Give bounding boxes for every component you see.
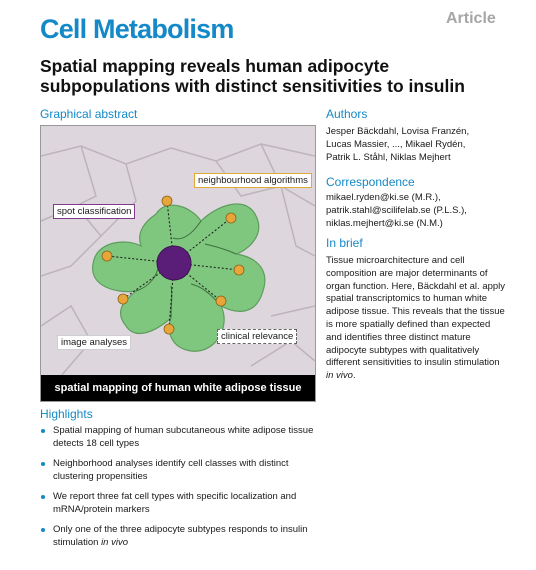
- highlight-item: [40, 524, 315, 550]
- authors-heading: Authors: [326, 107, 368, 121]
- correspondence-list: [326, 192, 511, 230]
- authors-line: Jesper Bäckdahl, Lovisa Franzén,: [326, 126, 470, 137]
- graphical-abstract-figure: [40, 125, 316, 402]
- authors-line: Patrik L. Ståhl, Niklas Mejhert: [326, 151, 451, 163]
- in-brief-text: [326, 255, 508, 383]
- central-cell-marker: [157, 246, 191, 280]
- neighbourhood-algorithms-label: neighbourhood algorithms: [194, 173, 312, 188]
- in-brief-italic: in vivo: [326, 370, 353, 382]
- highlight-text: Spatial mapping of human subcutaneous white adipose tissue detects 18 cell types: [53, 425, 314, 449]
- highlight-text: Neighborhood analyses identify cell classes with distinct clustering propensities: [53, 458, 289, 482]
- correspondence-email[interactable]: mikael.ryden@ki.se (M.R.),: [326, 192, 441, 203]
- graphical-abstract-heading: Graphical abstract: [40, 107, 138, 121]
- bullet-icon: [41, 429, 45, 433]
- article-title: Spatial mapping reveals human adipocyte subpopulations with distinct sensitivities to insulin: [40, 56, 465, 96]
- highlight-item: [40, 491, 315, 517]
- highlight-italic: in vivo: [101, 537, 128, 549]
- correspondence-heading: Correspondence: [326, 175, 415, 189]
- correspondence-email[interactable]: patrik.stahl@scilifelab.se (P.L.S.),: [326, 204, 467, 216]
- adipose-tissue-illustration: [41, 126, 315, 401]
- article-type-label: Article: [446, 10, 496, 27]
- highlight-item: [40, 425, 315, 451]
- highlights-heading: Highlights: [40, 407, 93, 421]
- image-analyses-label: image analyses: [57, 335, 131, 350]
- in-brief-body: Tissue microarchitecture and cell composition are major determinants of organ function. Here, Bäckdahl et al. apply spatial transcriptomics to human white adipose tissue. This reveals that the tissue is more spatially defined than expected and identifies three distinct mature adipocyte subtypes with qualitatively different sensitivities to insulin stimulation: [326, 255, 506, 369]
- in-brief-heading: In brief: [326, 236, 363, 250]
- highlight-text: Only one of the three adipocyte subtypes responds to insulin stimulation: [53, 524, 308, 549]
- authors-line: Lucas Massier, ..., Mikael Rydén,: [326, 138, 466, 150]
- bullet-icon: [41, 462, 45, 466]
- clinical-relevance-label: clinical relevance: [217, 329, 297, 344]
- correspondence-email[interactable]: niklas.mejhert@ki.se (N.M.): [326, 217, 443, 229]
- authors-list: [326, 126, 506, 164]
- bullet-icon: [41, 495, 45, 499]
- highlight-item: [40, 458, 315, 484]
- in-brief-end: .: [352, 370, 356, 382]
- graphical-abstract-banner: spatial mapping of human white adipose tissue: [41, 375, 315, 401]
- spot-classification-label: spot classification: [53, 204, 135, 219]
- bullet-icon: [41, 528, 45, 532]
- highlights-list: [40, 425, 315, 550]
- highlight-text: We report three fat cell types with specific localization and mRNA/protein markers: [53, 491, 297, 515]
- journal-name: Cell Metabolism: [40, 14, 234, 44]
